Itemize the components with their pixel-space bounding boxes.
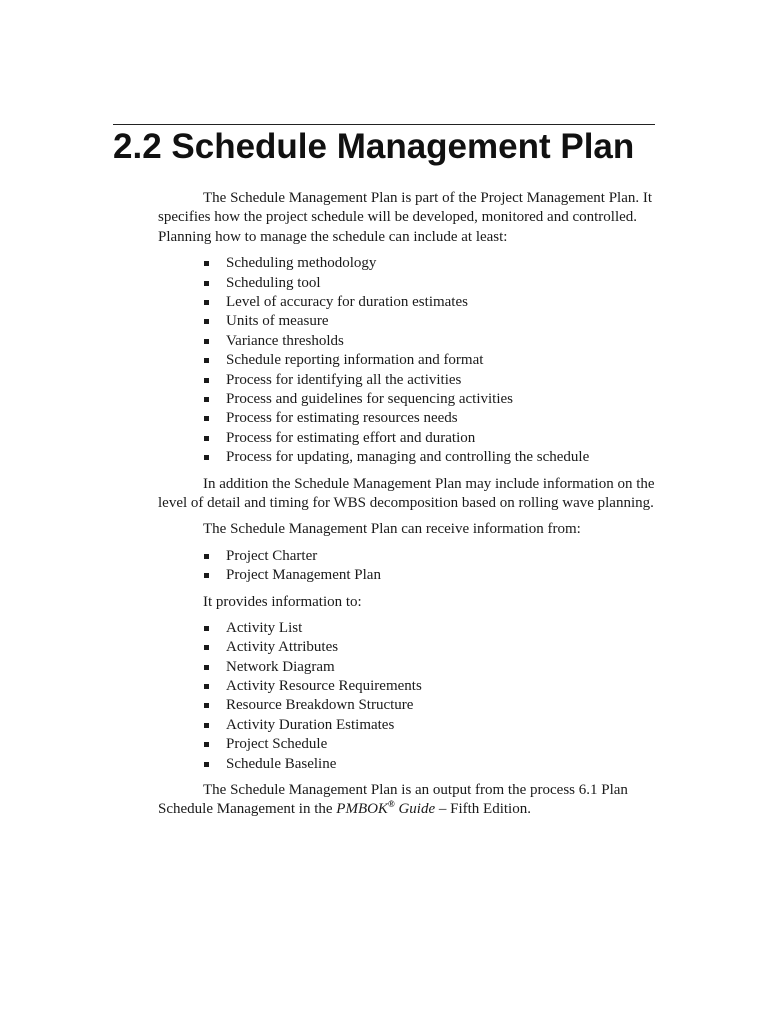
planning-items-list <box>158 254 658 467</box>
list-item <box>158 312 658 331</box>
list-item-label: Project Schedule <box>226 736 328 753</box>
square-bullet-icon <box>204 261 209 266</box>
square-bullet-icon <box>204 684 209 689</box>
receives-list <box>158 547 658 586</box>
list-item-label: Schedule Baseline <box>226 755 337 772</box>
list-item-label: Network Diagram <box>226 658 335 675</box>
addition-paragraph: In addition the Schedule Management Plan may include information on the level of detail and timing for WBS decomposition based on rolling wave planning. <box>158 475 655 511</box>
square-bullet-icon <box>204 300 209 305</box>
list-item-label: Resource Breakdown Structure <box>226 697 414 714</box>
square-bullet-icon <box>204 703 209 708</box>
provides-lead: It provides information to: <box>203 593 362 610</box>
list-item <box>158 351 658 370</box>
intro-paragraph: The Schedule Management Plan is part of the Project Management Plan. It specifies how the project schedule will be developed, monitored and controlled. Planning how to manage the schedule can include at least: <box>158 190 653 245</box>
list-item <box>158 547 658 566</box>
list-item-label: Activity List <box>226 619 303 636</box>
section-heading: 2.2 Schedule Management Plan <box>113 127 635 166</box>
provides-list <box>158 619 658 774</box>
square-bullet-icon <box>204 645 209 650</box>
list-item-label: Process for estimating effort and duration <box>226 429 476 446</box>
list-item <box>158 619 658 638</box>
square-bullet-icon <box>204 378 209 383</box>
list-item-label: Activity Resource Requirements <box>226 678 422 695</box>
guide-title: Guide <box>394 801 436 818</box>
square-bullet-icon <box>204 339 209 344</box>
square-bullet-icon <box>204 319 209 324</box>
closing-suffix: – Fifth Edition. <box>435 801 531 818</box>
square-bullet-icon <box>204 436 209 441</box>
square-bullet-icon <box>204 723 209 728</box>
list-item-label: Project Charter <box>226 547 318 564</box>
list-item <box>158 448 658 467</box>
list-item <box>158 658 658 677</box>
list-item-label: Scheduling methodology <box>226 255 377 272</box>
list-item <box>158 755 658 774</box>
list-item <box>158 274 658 293</box>
list-item-label: Activity Attributes <box>226 639 339 656</box>
list-item <box>158 735 658 754</box>
closing-prefix: The Schedule Management Plan is an output from the process 6.1 Plan Schedule Management in the <box>158 782 628 818</box>
registered-mark: ® <box>387 799 395 810</box>
receives-lead: The Schedule Management Plan can receive information from: <box>203 521 581 538</box>
list-item-label: Schedule reporting information and format <box>226 352 484 369</box>
list-item-label: Activity Duration Estimates <box>226 716 395 733</box>
list-item-label: Process for updating, managing and controlling the schedule <box>226 449 590 466</box>
list-item-label: Level of accuracy for duration estimates <box>226 294 468 310</box>
list-item <box>158 254 658 273</box>
list-item <box>158 638 658 657</box>
section-body <box>158 189 658 820</box>
square-bullet-icon <box>204 665 209 670</box>
square-bullet-icon <box>204 554 209 559</box>
square-bullet-icon <box>204 358 209 363</box>
list-item-label: Units of measure <box>226 313 329 330</box>
list-item <box>158 716 658 735</box>
square-bullet-icon <box>204 762 209 767</box>
list-item <box>158 566 658 585</box>
list-item <box>158 429 658 448</box>
list-item <box>158 390 658 409</box>
square-bullet-icon <box>204 626 209 631</box>
square-bullet-icon <box>204 742 209 747</box>
square-bullet-icon <box>204 281 209 286</box>
square-bullet-icon <box>204 573 209 578</box>
list-item <box>158 677 658 696</box>
list-item-label: Process for identifying all the activities <box>226 371 462 388</box>
square-bullet-icon <box>204 397 209 402</box>
closing-paragraph <box>158 781 658 820</box>
pmbok-title: PMBOK <box>336 801 388 818</box>
list-item <box>158 409 658 428</box>
list-item <box>158 293 658 312</box>
list-item-label: Process for estimating resources needs <box>226 410 458 427</box>
list-item <box>158 332 658 351</box>
square-bullet-icon <box>204 455 209 460</box>
list-item <box>158 696 658 715</box>
list-item-label: Scheduling tool <box>226 274 321 291</box>
list-item-label: Process and guidelines for sequencing activities <box>226 390 514 407</box>
square-bullet-icon <box>204 416 209 421</box>
list-item-label: Variance thresholds <box>226 332 344 349</box>
list-item-label: Project Management Plan <box>226 567 381 584</box>
list-item <box>158 371 658 390</box>
heading-rule <box>113 124 655 125</box>
